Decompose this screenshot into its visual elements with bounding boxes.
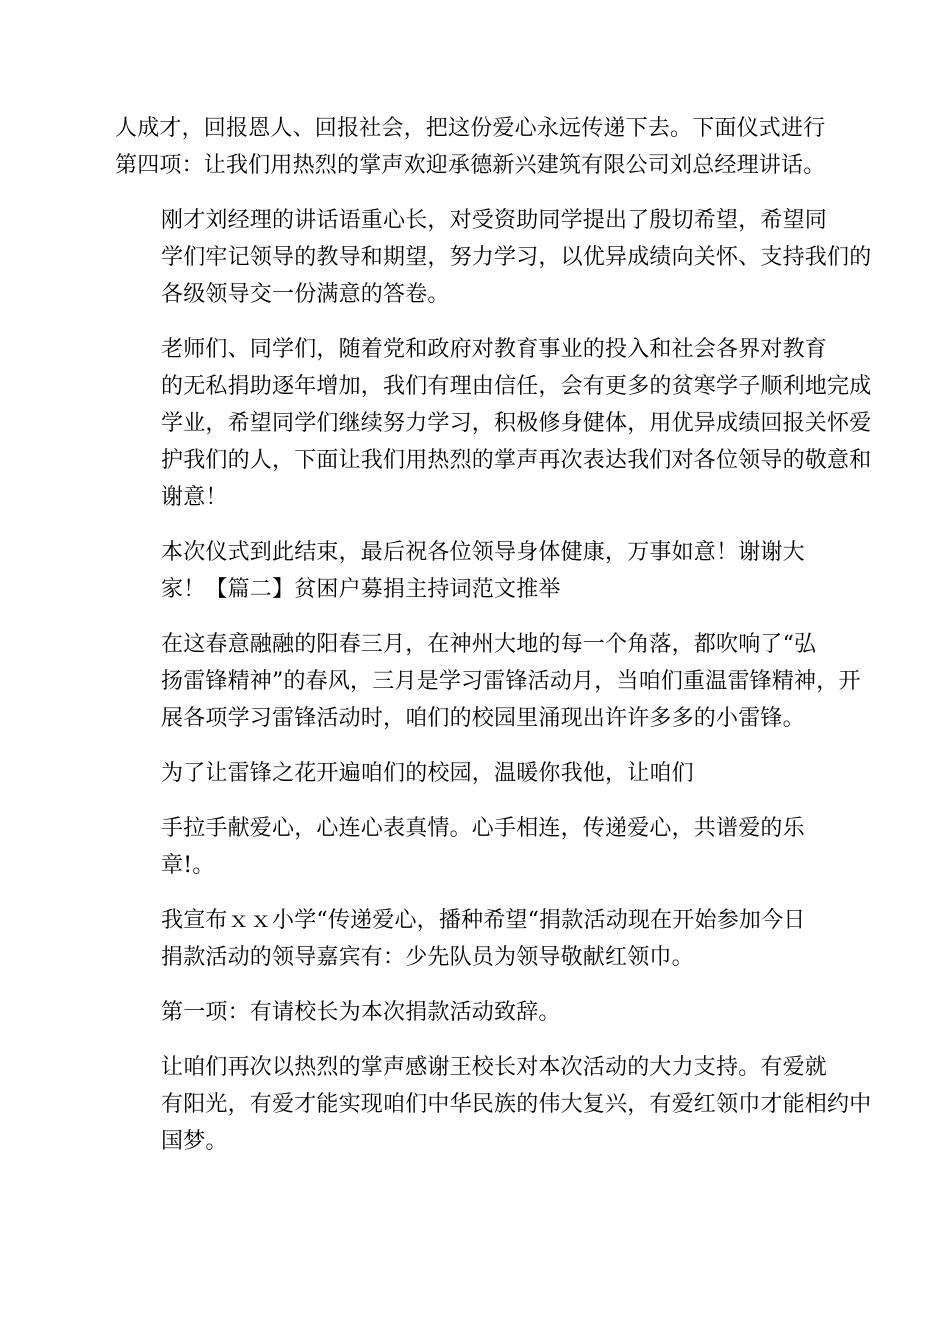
text-line: 在这春意融融的阳春三月，在神州大地的每一个角落，都吹响了“弘	[161, 632, 817, 657]
paragraph-2	[115, 202, 872, 313]
paragraph-10	[115, 1049, 872, 1160]
paragraph-7	[115, 810, 837, 884]
paragraph-8	[115, 902, 837, 976]
text-line: 老师们、同学们，随着党和政府对教育事业的投入和社会各界对教育	[161, 337, 828, 362]
text-line: 国梦。	[161, 1129, 228, 1154]
text-line: 人成才，回报恩人、回报社会，把这份爱心永远传递下去。下面仪式进行	[115, 116, 826, 141]
text-line: 为了让雷锋之花开遍咱们的校园，温暖你我他，让咱们	[161, 761, 694, 786]
text-line: 护我们的人，下面让我们用热烈的掌声再次表达我们对各位领导的敬意和	[161, 448, 872, 473]
paragraph-9	[115, 994, 837, 1031]
text-line: 展各项学习雷锋活动时，咱们的校园里涌现出许许多多的小雷锋。	[161, 706, 805, 731]
text-line: 扬雷锋精神”的春风，三月是学习雷锋活动月，当咱们重温雷锋精神，开	[161, 669, 861, 694]
document-page	[115, 110, 872, 1178]
text-line: 各级领导交一份满意的答卷。	[161, 282, 450, 307]
text-line: 谢意！	[161, 485, 228, 510]
text-line: 手拉手献爱心，心连心表真情。心手相连，传递爱心，共谱爱的乐	[161, 816, 805, 841]
text-line: 家！【篇二】贫困户募捐主持词范文推举	[161, 577, 561, 602]
text-line: 刚才刘经理的讲话语重心长，对受资助同学提出了殷切希望，希望同	[161, 208, 828, 233]
paragraph-6	[115, 755, 837, 792]
text-line: 的无私捐助逐年增加，我们有理由信任，会有更多的贫寒学子顺利地完成	[161, 374, 872, 399]
text-line: 学业，希望同学们继续努力学习，积极修身健体，用优异成绩回报关怀爱	[161, 411, 872, 436]
text-line: 第一项：有请校长为本次捐款活动致辞。	[161, 1000, 561, 1025]
text-line: 让咱们再次以热烈的掌声感谢王校长对本次活动的大力支持。有爱就	[161, 1055, 828, 1080]
text-line: 捐款活动的领导嘉宾有：少先队员为领导敬献红领巾。	[161, 945, 694, 970]
paragraph-3	[115, 331, 872, 516]
paragraph-5	[115, 626, 861, 737]
text-line: 我宣布ｘｘ小学“传递爱心，播种希望“捐款活动现在开始参加今日	[161, 908, 806, 933]
text-line: 有阳光，有爱才能实现咱们中华民族的伟大复兴，有爱红领巾才能相约中	[161, 1092, 872, 1117]
paragraph-4	[115, 534, 837, 608]
text-line: 学们牢记领导的教导和期望，努力学习，以优异成绩向关怀、支持我们的	[161, 245, 872, 270]
text-line: 本次仪式到此结束，最后祝各位领导身体健康，万事如意！谢谢大	[161, 540, 805, 565]
text-line: 第四项：让我们用热烈的掌声欢迎承德新兴建筑有限公司刘总经理讲话。	[115, 153, 826, 178]
paragraph-1	[115, 110, 837, 184]
text-line: 章!。	[161, 853, 215, 878]
